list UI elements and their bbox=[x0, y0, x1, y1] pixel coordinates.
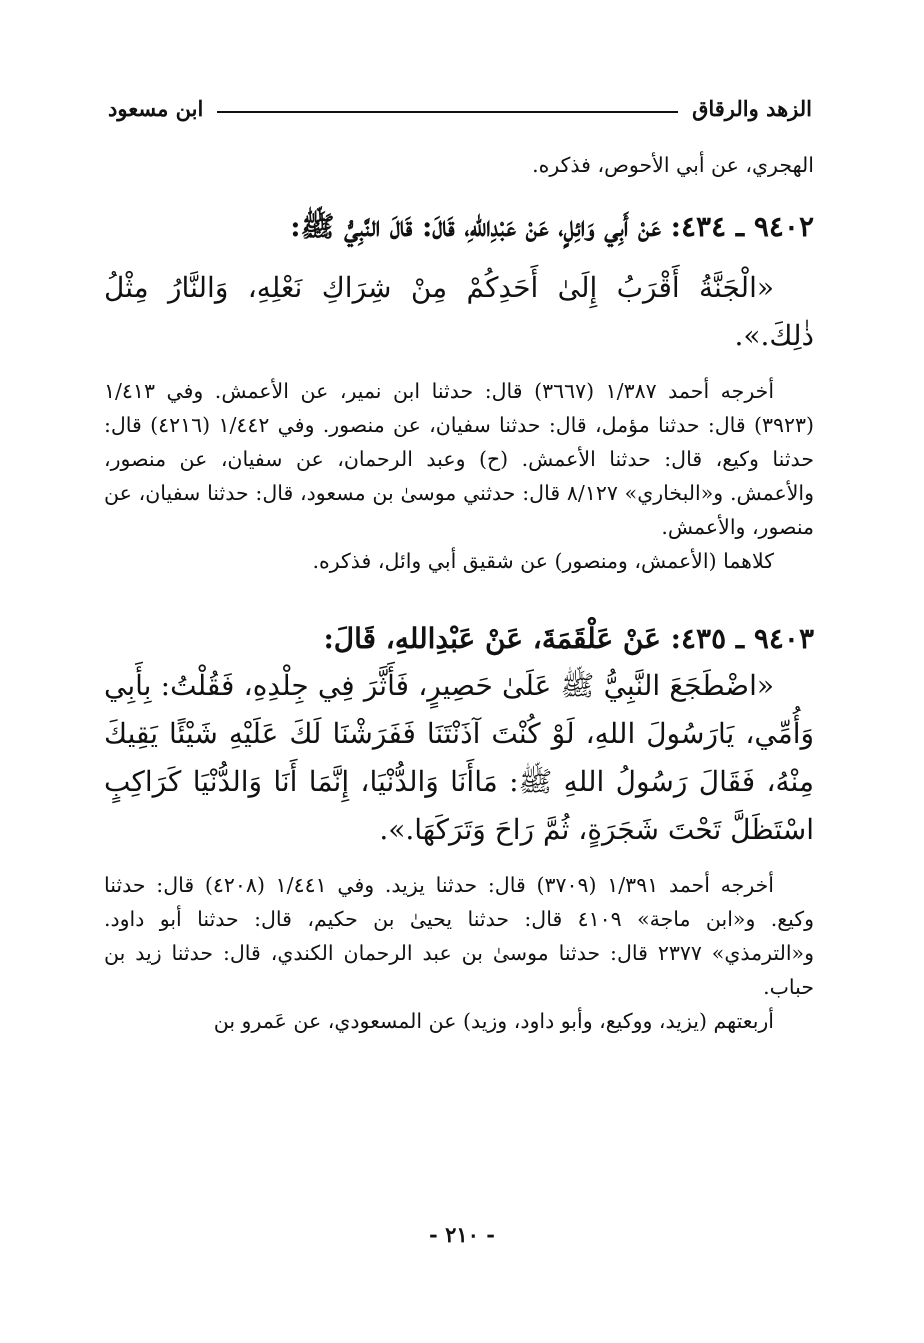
header-section-title: ابن مسعود bbox=[108, 96, 204, 121]
page-number: - ٢١٠ - bbox=[429, 1222, 495, 1247]
header-chapter-title: الزهد والرقاق bbox=[692, 96, 812, 121]
hadith-9402-heading: ٩٤٠٢ ـ ٤٣٤: عَنْ أَبِي وَائِلٍ، عَنْ عَبْدِاللهِ، قَالَ: قَالَ النَّبِيُّ ﷺ: bbox=[290, 210, 814, 243]
takhrij-9403-summary: أربعتهم (يزيد، ووكيع، وأبو داود، وزيد) عن المسعودي، عن عَمرو بن bbox=[213, 1009, 774, 1033]
hadith-9402-text: «الْجَنَّةُ أَقْرَبُ إِلَىٰ أَحَدِكُمْ مِنْ شِرَاكِ نَعْلِهِ، وَالنَّارُ مِثْلُ ذٰلِكَ.». bbox=[104, 271, 814, 352]
continuation-paragraph: الهجري، عن أبي الأحوص، فذكره. bbox=[532, 153, 814, 177]
hadith-9403-text: «اضْطَجَعَ النَّبِيُّ ﷺ عَلَىٰ حَصِيرٍ، فَأَثَّرَ فِي جِلْدِهِ، فَقُلْتُ: بِأَبِي وَأُمِّي، يَارَسُولَ اللهِ، لَوْ كُنْتَ آذَنْتَنَا فَفَرَشْنَا لَكَ عَلَيْهِ شَيْئًا يَقِيكَ مِنْهُ، فَقَالَ رَسُولُ اللهِ ﷺ: مَاأَنَا وَالدُّنْيَا، إِنَّمَا أَنَا وَالدُّنْيَا كَرَاكِبٍ اسْتَظَلَّ تَحْتَ شَجَرَةٍ، ثُمَّ رَاحَ وَتَرَكَهَا.». bbox=[104, 669, 814, 846]
page-body bbox=[104, 148, 814, 1038]
header-rule bbox=[217, 111, 678, 113]
takhrij-9402-summary: كلاهما (الأعمش، ومنصور) عن شقيق أبي وائل، فذكره. bbox=[312, 549, 774, 573]
takhrij-9403-paragraph: أخرجه أحمد ١/٣٩١ (٣٧٠٩) قال: حدثنا يزيد. وفي ١/٤٤١ (٤٢٠٨) قال: حدثنا وكيع. و«ابن ماجة» ٤١٠٩ قال: حدثنا يحيىٰ بن حكيم، قال: حدثنا أبو داود. و«الترمذي» ٢٣٧٧ قال: حدثنا موسىٰ بن عبد الرحمان الكندي، قال: حدثنا زيد بن حباب. bbox=[104, 873, 814, 999]
hadith-9403-heading: ٩٤٠٣ ـ ٤٣٥: عَنْ عَلْقَمَةَ، عَنْ عَبْدِاللهِ، قَالَ: bbox=[323, 622, 814, 655]
takhrij-9402-paragraph: أخرجه أحمد ١/٣٨٧ (٣٦٦٧) قال: حدثنا ابن نمير، عن الأعمش. وفي ١/٤١٣ (٣٩٢٣) قال: حدثنا مؤمل، قال: حدثنا سفيان، عن منصور. وفي ١/٤٤٢ (٤٢١٦) قال: حدثنا وكيع، قال: حدثنا الأعمش. (ح) وعبد الرحمان، عن سفيان، عن منصور، والأعمش. و«البخاري» ٨/١٢٧ قال: حدثني موسىٰ بن مسعود، قال: حدثنا سفيان، عن منصور، والأعمش. bbox=[104, 379, 814, 539]
running-header bbox=[108, 96, 812, 121]
